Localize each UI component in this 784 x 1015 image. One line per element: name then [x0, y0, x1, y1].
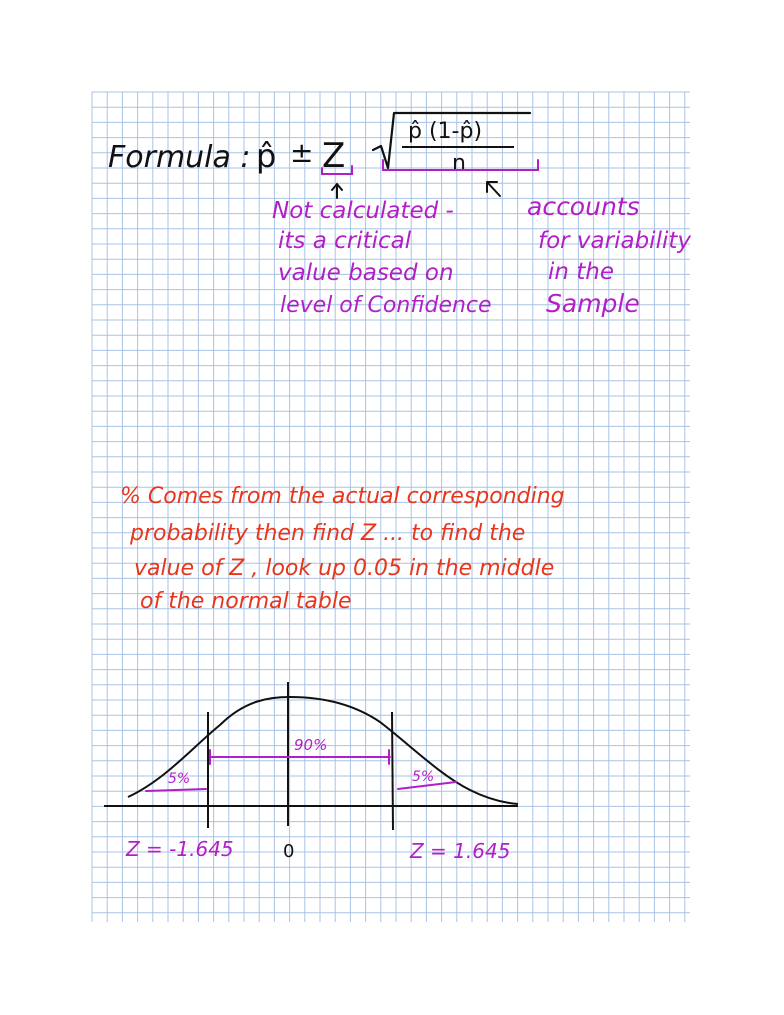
formula-z: Z	[322, 136, 346, 176]
explanation-line-4: of the normal table	[140, 589, 352, 614]
sqrt-note-line-3: in the	[548, 259, 615, 285]
z-note-line-1: Not calculated -	[272, 198, 454, 224]
z-arrow	[332, 184, 342, 198]
explanation-line-3: value of Z , look up 0.05 in the middle	[134, 556, 555, 581]
sqrt-note-line-4: Sample	[546, 289, 640, 318]
formula-plusminus: ±	[290, 136, 314, 169]
formula-phat: p̂	[256, 137, 277, 175]
formula-numerator: p̂ (1-p̂)	[408, 119, 483, 144]
z-note-line-4: level of Confidence	[280, 293, 492, 318]
formula-label: Formula :	[108, 140, 251, 175]
sqrt-arrow	[487, 182, 500, 196]
left-tail-label: 5%	[168, 771, 191, 787]
explanation-line-1: % Comes from the actual corresponding	[120, 484, 565, 509]
z-note-line-3: value based on	[278, 260, 454, 286]
explanation-line-2: probability then find Z ... to find the	[130, 521, 526, 546]
normal-curve-sketch	[104, 682, 518, 863]
right-critical-line	[392, 712, 393, 830]
sqrt-note-line-2: for variability	[538, 228, 691, 254]
formula-denominator: n	[452, 151, 466, 176]
right-tail-label: 5%	[412, 769, 435, 785]
sqrt-note-line-1: accounts	[527, 192, 640, 221]
z-note-line-2: its a critical	[278, 228, 412, 254]
middle-region-label: 90%	[294, 736, 328, 754]
right-z-value: Z = 1.645	[410, 839, 511, 863]
explanation	[120, 484, 565, 614]
center-z-value: 0	[283, 841, 295, 862]
left-z-value: Z = -1.645	[126, 837, 234, 861]
